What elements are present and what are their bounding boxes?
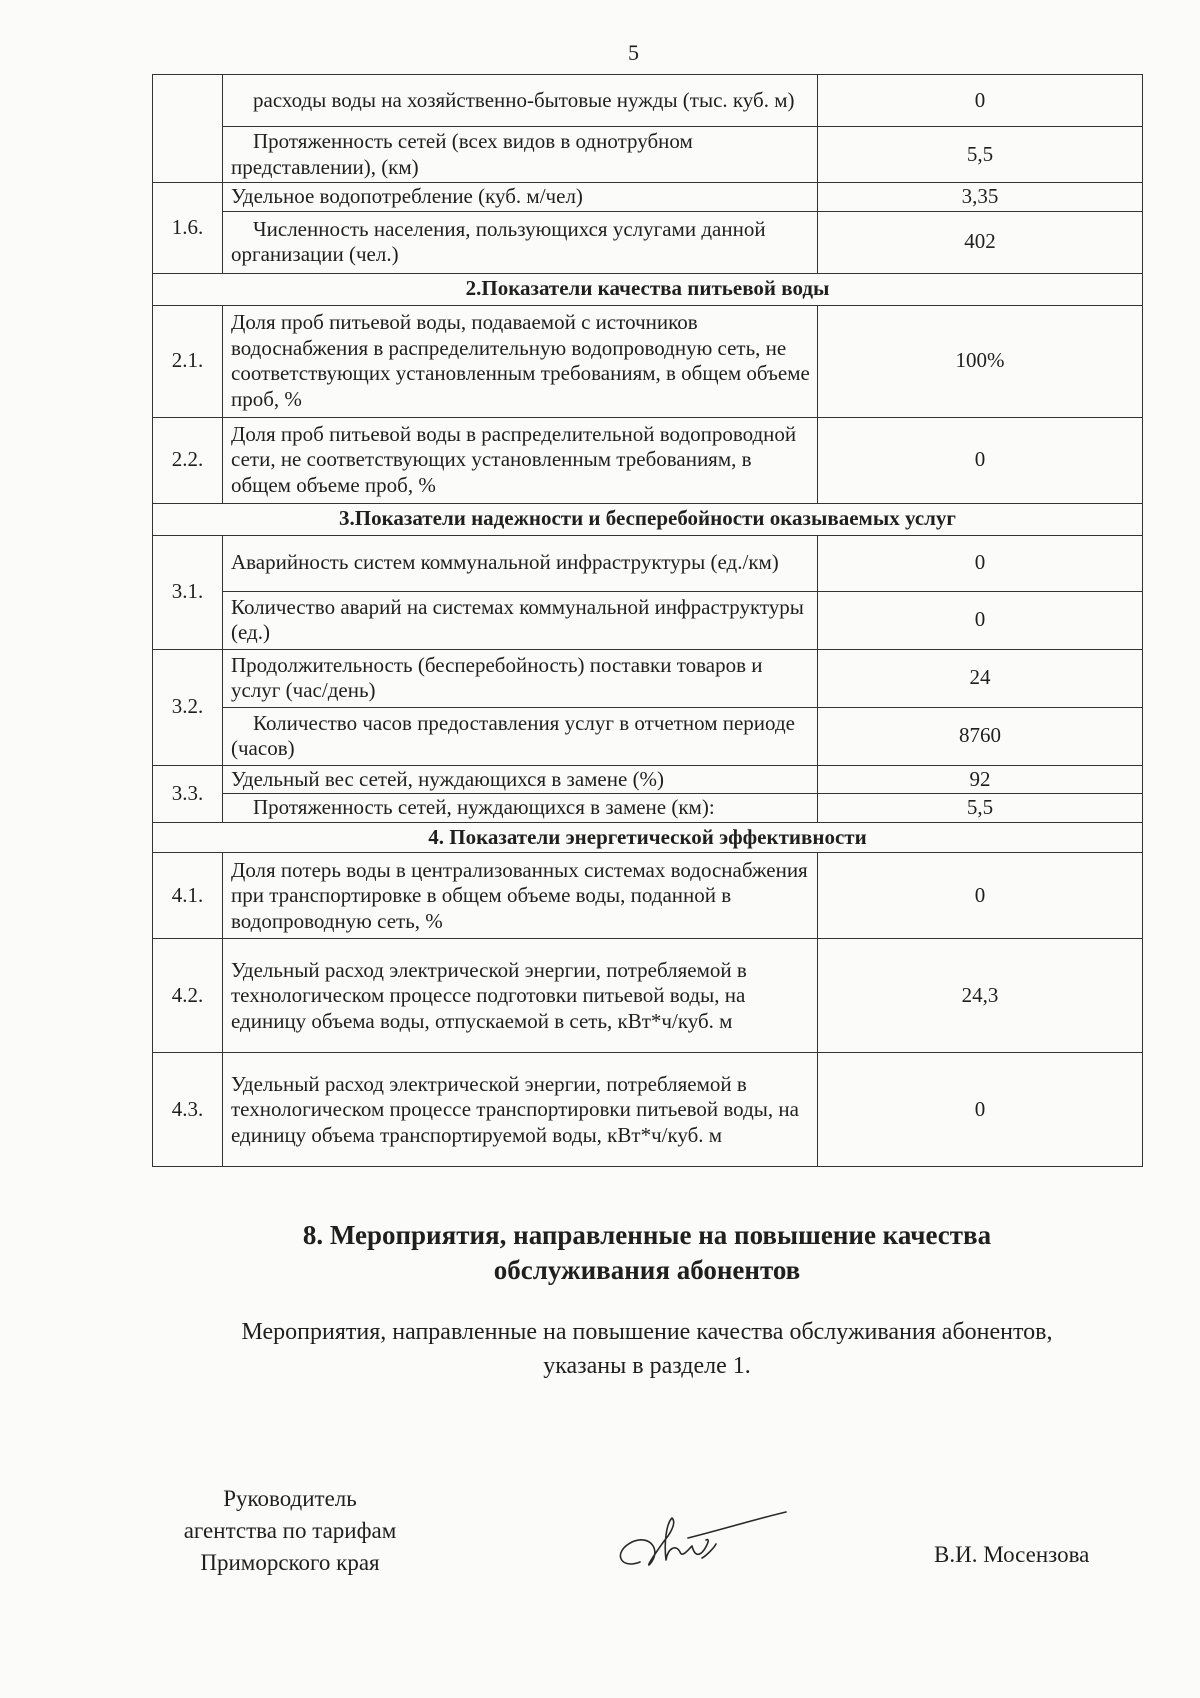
row-description: Доля потерь воды в централизованных системах водоснабжения при транспортировке в общем объеме воды, поданной в водопроводную сеть, % (223, 853, 818, 939)
table-row (153, 707, 1143, 765)
row-value: 0 (818, 591, 1143, 649)
table-row (153, 417, 1143, 503)
section-8-text-line: указаны в разделе 1. (543, 1352, 751, 1379)
table-row (153, 127, 1143, 183)
table-row (153, 305, 1143, 417)
row-number (153, 75, 223, 183)
row-value: 0 (818, 535, 1143, 591)
row-number: 2.1. (153, 305, 223, 417)
row-description: Протяженность сетей (всех видов в однотрубном представлении), (км) (223, 127, 818, 183)
signer-title-line: Руководитель (223, 1486, 357, 1511)
row-description: Удельный расход электрической энергии, потребляемой в технологическом процессе транспортировки питьевой воды, на единицу объема транспортируемой воды, кВт*ч/куб. м (223, 1053, 818, 1167)
section-8-heading (152, 1218, 1142, 1288)
row-number: 4.2. (153, 939, 223, 1053)
table-row (153, 939, 1143, 1053)
handwritten-signature (610, 1500, 790, 1580)
row-number: 3.2. (153, 649, 223, 765)
row-number: 4.1. (153, 853, 223, 939)
row-description: Количество аварий на системах коммунальной инфраструктуры (ед.) (223, 591, 818, 649)
row-value: 92 (818, 765, 1143, 794)
row-number: 3.3. (153, 765, 223, 822)
table-row (153, 211, 1143, 273)
table-row (153, 183, 1143, 212)
row-value: 5,5 (818, 794, 1143, 823)
section-title: 3.Показатели надежности и бесперебойности оказываемых услуг (153, 503, 1143, 535)
section-8-text-line: Мероприятия, направленные на повышение качества обслуживания абонентов, (241, 1319, 1053, 1345)
row-description: Доля проб питьевой воды в распределительной водопроводной сети, не соответствующих установленным требованиям, в общем объеме проб, % (223, 417, 818, 503)
row-description: Протяженность сетей, нуждающихся в замене (км): (223, 794, 818, 823)
row-description: Удельный расход электрической энергии, потребляемой в технологическом процессе подготовки питьевой воды, на единицу объема воды, отпускаемой в сеть, кВт*ч/куб. м (223, 939, 818, 1053)
row-number: 1.6. (153, 183, 223, 274)
section-header-row (153, 503, 1143, 535)
row-value: 0 (818, 1053, 1143, 1167)
table-row (153, 1053, 1143, 1167)
row-description: Удельный вес сетей, нуждающихся в замене (%) (223, 765, 818, 794)
table-row (153, 535, 1143, 591)
indicators-table (152, 74, 1143, 1167)
page-number: 5 (628, 40, 639, 65)
row-description: Удельное водопотребление (куб. м/чел) (223, 183, 818, 212)
section-header-row (153, 822, 1143, 853)
section-title: 2.Показатели качества питьевой воды (153, 273, 1143, 305)
row-value: 24 (818, 649, 1143, 707)
signer-title (140, 1483, 440, 1580)
signer-title-line: агентства по тарифам (183, 1518, 397, 1544)
row-value: 0 (818, 853, 1143, 939)
section-8-heading-line: 8. Мероприятия, направленные на повышение качества (302, 1220, 992, 1250)
table-row (153, 765, 1143, 794)
row-value: 100% (818, 305, 1143, 417)
table-row (153, 75, 1143, 127)
table-row (153, 591, 1143, 649)
row-number: 2.2. (153, 417, 223, 503)
row-value: 0 (818, 75, 1143, 127)
table-row (153, 649, 1143, 707)
row-value: 5,5 (818, 127, 1143, 183)
row-number: 3.1. (153, 535, 223, 649)
row-value: 24,3 (818, 939, 1143, 1053)
row-description: расходы воды на хозяйственно-бытовые нужды (тыс. куб. м) (223, 75, 818, 127)
row-value: 402 (818, 211, 1143, 273)
signer-title-line: Приморского края (200, 1550, 380, 1576)
row-number: 4.3. (153, 1053, 223, 1167)
row-description: Численность населения, пользующихся услугами данной организации (чел.) (223, 211, 818, 273)
row-value: 3,35 (818, 183, 1143, 212)
section-8-text (140, 1316, 1154, 1383)
table-row (153, 794, 1143, 823)
section-header-row (153, 273, 1143, 305)
table-row (153, 853, 1143, 939)
row-description: Аварийность систем коммунальной инфраструктуры (ед./км) (223, 535, 818, 591)
row-description: Доля проб питьевой воды, подаваемой с источников водоснабжения в распределительную водопроводную сеть, не соответствующих установленным требованиям, в общем объеме проб, % (223, 305, 818, 417)
section-8-heading-line: обслуживания абонентов (493, 1255, 801, 1286)
row-value: 8760 (818, 707, 1143, 765)
row-value: 0 (818, 417, 1143, 503)
section-title: 4. Показатели энергетической эффективности (153, 822, 1143, 853)
row-description: Количество часов предоставления услуг в отчетном периоде (часов) (223, 707, 818, 765)
row-description: Продолжительность (бесперебойность) поставки товаров и услуг (час/день) (223, 649, 818, 707)
signer-name: В.И. Мосензова (934, 1542, 1090, 1567)
